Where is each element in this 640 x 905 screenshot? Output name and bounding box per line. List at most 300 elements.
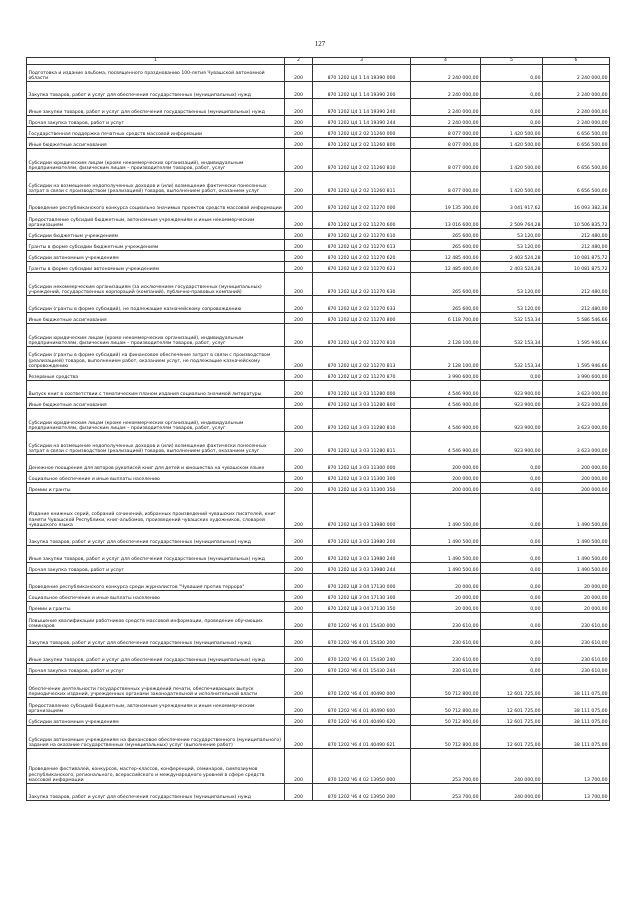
row-kbk: 870 1202 Ц8 3 04 17130 350 [313,602,411,613]
row-amount-plan: 2 240 000,00 [411,82,481,99]
row-kbk: 870 1202 Ч6 4 01 15430 200 [313,630,411,647]
row-amount-plan: 20 000,00 [411,574,481,591]
row-name: Иные закупки товаров, работ и услуг для обеспечения государственных (муниципальных) нужд [27,99,285,116]
row-kbk: 870 1202 Ц4 2 02 11260 811 [313,172,411,195]
row-kbk: 870 1202 Ц4 3 03 13980 000 [313,494,411,529]
row-amount-remaining: 1 490 500,00 [543,494,610,529]
row-amount-plan: 253 700,00 [411,749,481,784]
row-amount-plan: 2 128 100,00 [411,324,481,347]
row-name: Субсидии на возмещение недополученных доходов и (или) возмещение фактически понесенных затрат в связи с производством (реализацией) товаров, выполнением работ, оказанием услуг [27,432,285,455]
row-code: 200 [285,591,313,602]
table-row [27,240,610,251]
row-code: 200 [285,172,313,195]
row-amount-executed: 0,00 [481,65,543,82]
row-amount-remaining: 230 610,00 [543,647,610,664]
row-amount-remaining: 2 240 000,00 [543,116,610,127]
row-name: Социальное обеспечение и иные выплаты населению [27,472,285,483]
row-name: Иные закупки товаров, работ и услуг для обеспечения государственных (муниципальных) нужд [27,647,285,664]
row-name: Закупка товаров, работ и услуг для обеспечения государственных (муниципальных) нужд [27,784,285,801]
row-amount-remaining: 6 656 500,00 [543,138,610,149]
row-amount-remaining: 10 081 875,72 [543,251,610,262]
row-kbk: 870 1202 Ц4 2 02 11270 870 [313,370,411,381]
table-row [27,726,610,749]
row-amount-executed: 2 403 524,28 [481,262,543,273]
row-name: Повышение квалификации работников средств массовой информации, проведение обучающих семинаров [27,613,285,630]
row-code: 200 [285,726,313,749]
row-name: Субсидии юридическим лицам (кроме некоммерческих организаций), индивидуальным предпринимателям, физическим лицам – производителям товаров, работ, услуг [27,149,285,172]
row-amount-plan: 6 118 700,00 [411,313,481,324]
table-row [27,229,610,240]
table-row [27,262,610,273]
row-amount-plan: 50 712 800,00 [411,698,481,715]
row-name: Иные бюджетные ассигнования [27,398,285,409]
table-row [27,546,610,563]
row-name: Субсидии бюджетным учреждениям [27,229,285,240]
row-amount-plan: 3 990 600,00 [411,370,481,381]
row-amount-plan: 1 490 500,00 [411,494,481,529]
row-code: 200 [285,347,313,370]
row-amount-plan: 230 610,00 [411,647,481,664]
row-name: Иные закупки товаров, работ и услуг для обеспечения государственных (муниципальных) нужд [27,546,285,563]
row-amount-plan: 50 712 800,00 [411,726,481,749]
table-row [27,409,610,432]
row-amount-remaining: 200 000,00 [543,472,610,483]
row-kbk: 870 1202 Ч6 4 02 13950 000 [313,749,411,784]
row-kbk: 870 1202 Ч6 4 01 40490 600 [313,698,411,715]
row-amount-plan: 19 135 300,00 [411,195,481,212]
row-amount-plan: 8 077 000,00 [411,172,481,195]
row-code: 200 [285,251,313,262]
table-row [27,432,610,455]
row-name: Издание книжных серий, собраний сочинений, избранных произведений чувашских писателей, книг памяти Чувашской Республики, книг-альбомов, произведений чувашских художников, словарей чувашского языка [27,494,285,529]
table-row [27,324,610,347]
row-kbk: 870 1202 Ц4 2 02 11270 623 [313,262,411,273]
header-cell: 5 [481,58,543,65]
table-row [27,65,610,82]
row-kbk: 870 1202 Ц4 2 02 11270 620 [313,251,411,262]
row-amount-plan: 1 490 500,00 [411,563,481,574]
row-code: 200 [285,240,313,251]
row-amount-executed: 0,00 [481,591,543,602]
row-amount-executed: 0,00 [481,664,543,675]
row-kbk: 870 1202 Ц4 1 14 19390 244 [313,116,411,127]
row-amount-executed: 53 120,00 [481,273,543,296]
row-name: Подготовка и издание альбома, посвященного празднованию 100-летия Чувашской автономной области [27,65,285,82]
row-amount-remaining: 1 595 946,66 [543,324,610,347]
row-amount-executed: 2 403 524,28 [481,251,543,262]
row-code: 200 [285,432,313,455]
table-row [27,212,610,229]
row-kbk: 870 1202 Ч6 4 01 40490 000 [313,675,411,698]
row-amount-remaining: 3 990 600,00 [543,370,610,381]
row-code: 200 [285,127,313,138]
row-name: Прочая закупка товаров, работ и услуг [27,116,285,127]
row-amount-remaining: 16 093 382,38 [543,195,610,212]
row-amount-plan: 50 712 800,00 [411,675,481,698]
row-code: 200 [285,472,313,483]
row-code: 200 [285,99,313,116]
row-amount-remaining: 230 610,00 [543,613,610,630]
row-code: 200 [285,494,313,529]
row-code: 200 [285,212,313,229]
row-amount-executed: 1 420 500,00 [481,138,543,149]
row-code: 200 [285,65,313,82]
row-name: Закупка товаров, работ и услуг для обеспечения государственных (муниципальных) нужд [27,529,285,546]
row-code: 200 [285,398,313,409]
row-name: Предоставление субсидий бюджетным, автономным учреждениям и иным некоммерческим организациям [27,212,285,229]
row-amount-plan: 20 000,00 [411,591,481,602]
row-code: 200 [285,784,313,801]
row-amount-plan: 200 000,00 [411,472,481,483]
row-amount-plan: 230 610,00 [411,664,481,675]
row-amount-plan: 2 240 000,00 [411,65,481,82]
row-name: Проведение республиканского конкурса социально значимых проектов средств массовой информации [27,195,285,212]
row-amount-executed: 0,00 [481,613,543,630]
table-row [27,563,610,574]
row-code: 200 [285,675,313,698]
header-cell: 6 [543,58,610,65]
row-amount-plan: 265 600,00 [411,240,481,251]
row-amount-plan: 8 077 000,00 [411,127,481,138]
row-amount-plan: 8 077 000,00 [411,149,481,172]
row-name: Закупка товаров, работ и услуг для обеспечения государственных (муниципальных) нужд [27,630,285,647]
row-amount-remaining: 3 623 000,00 [543,381,610,398]
table-row [27,483,610,494]
row-name: Субсидии некоммерческим организациям (за исключением государственных (муниципальных) учреждений, государственных корпораций (компаний), публично-правовых компаний) [27,273,285,296]
row-amount-plan: 2 240 000,00 [411,116,481,127]
table-row [27,82,610,99]
table-row [27,99,610,116]
row-amount-remaining: 212 480,00 [543,240,610,251]
row-amount-plan: 230 610,00 [411,630,481,647]
row-amount-executed: 53 120,00 [481,296,543,313]
page-number: 127 [314,40,326,48]
row-kbk: 870 1202 Ч6 4 01 40490 620 [313,715,411,726]
row-name: Иные бюджетные ассигнования [27,313,285,324]
row-amount-executed: 0,00 [481,116,543,127]
row-name: Закупка товаров, работ и услуг для обеспечения государственных (муниципальных) нужд [27,82,285,99]
row-kbk: 870 1202 Ч6 4 01 15430 000 [313,613,411,630]
row-amount-executed: 532 153,34 [481,324,543,347]
row-kbk: 870 1202 Ц4 2 02 11270 800 [313,313,411,324]
row-name: Предоставление субсидий бюджетным, автономным учреждениям и иным некоммерческим организациям [27,698,285,715]
row-amount-remaining: 1 490 500,00 [543,529,610,546]
row-name: Резервные средства [27,370,285,381]
row-amount-plan: 8 077 000,00 [411,138,481,149]
row-amount-plan: 12 485 400,00 [411,262,481,273]
row-amount-executed: 0,00 [481,574,543,591]
row-amount-remaining: 3 623 000,00 [543,432,610,455]
row-kbk: 870 1202 Ч6 4 01 40490 621 [313,726,411,749]
row-amount-executed: 0,00 [481,546,543,563]
table-row [27,251,610,262]
row-kbk: 870 1202 Ц4 2 02 11270 630 [313,273,411,296]
row-amount-remaining: 230 610,00 [543,664,610,675]
row-amount-remaining: 5 586 546,66 [543,313,610,324]
table-row [27,664,610,675]
row-name: Премии и гранты [27,483,285,494]
table-row [27,529,610,546]
row-name: Субсидии юридическим лицам (кроме некоммерческих организаций), индивидуальным предпринимателям, физическим лицам – производителям товаров, работ, услуг [27,409,285,432]
row-amount-plan: 1 490 500,00 [411,546,481,563]
row-amount-remaining: 1 490 500,00 [543,546,610,563]
row-code: 200 [285,409,313,432]
row-amount-executed: 1 420 500,00 [481,172,543,195]
row-code: 200 [285,698,313,715]
table-row [27,749,610,784]
table-header-row [27,58,610,65]
row-kbk: 870 1202 Ц4 3 03 11280 000 [313,381,411,398]
row-kbk: 870 1202 Ц8 3 04 17130 300 [313,591,411,602]
row-amount-remaining: 200 000,00 [543,455,610,472]
row-code: 200 [285,647,313,664]
row-name: Гранты в форме субсидии бюджетным учреждениям [27,240,285,251]
row-name: Субсидии на возмещение недополученных доходов и (или) возмещение фактически понесенных затрат в связи с производством (реализацией) товаров, выполнением работ, оказанием услуг [27,172,285,195]
row-code: 200 [285,195,313,212]
row-kbk: 870 1202 Ц4 3 03 11280 811 [313,432,411,455]
row-kbk: 870 1202 Ц4 2 02 11270 000 [313,195,411,212]
row-kbk: 870 1202 Ц4 1 14 19390 200 [313,82,411,99]
row-amount-executed: 1 420 500,00 [481,127,543,138]
row-amount-plan: 4 546 900,00 [411,398,481,409]
row-amount-executed: 12 601 725,00 [481,698,543,715]
row-kbk: 870 1202 Ц4 3 03 13980 244 [313,563,411,574]
row-code: 200 [285,563,313,574]
row-amount-plan: 4 546 900,00 [411,432,481,455]
table-row [27,455,610,472]
row-amount-plan: 265 600,00 [411,229,481,240]
row-amount-remaining: 212 480,00 [543,273,610,296]
row-name: Субсидии (гранты в форме субсидий) на финансовое обеспечение затрат в связи с производством (реализацией) товаров, выполнением работ, оказанием услуг, не подлежащие казначейскому сопровождению [27,347,285,370]
row-amount-remaining: 2 240 000,00 [543,82,610,99]
row-name: Премии и гранты [27,602,285,613]
row-kbk: 870 1202 Ц4 1 14 19390 000 [313,65,411,82]
row-amount-plan: 12 485 400,00 [411,251,481,262]
row-kbk: 870 1202 Ц4 2 02 11270 610 [313,229,411,240]
row-kbk: 870 1202 Ц4 3 03 13980 200 [313,529,411,546]
row-amount-remaining: 6 656 500,00 [543,127,610,138]
table-row [27,591,610,602]
table-row [27,172,610,195]
row-amount-remaining: 2 240 000,00 [543,65,610,82]
table-row [27,313,610,324]
row-amount-remaining: 230 610,00 [543,630,610,647]
row-amount-plan: 230 610,00 [411,613,481,630]
row-amount-plan: 4 546 900,00 [411,409,481,432]
row-code: 200 [285,529,313,546]
row-amount-remaining: 6 656 500,00 [543,149,610,172]
table-row [27,149,610,172]
header-cell: 3 [313,58,411,65]
table-row [27,613,610,630]
row-amount-remaining: 13 700,00 [543,749,610,784]
table-row [27,370,610,381]
row-amount-remaining: 3 623 000,00 [543,398,610,409]
row-kbk: 870 1202 Ц4 1 14 19390 240 [313,99,411,116]
row-amount-remaining: 3 623 000,00 [543,409,610,432]
row-amount-executed: 1 420 500,00 [481,149,543,172]
row-amount-plan: 20 000,00 [411,602,481,613]
row-amount-executed: 0,00 [481,494,543,529]
row-code: 200 [285,381,313,398]
row-amount-executed: 0,00 [481,630,543,647]
row-amount-remaining: 38 111 075,00 [543,675,610,698]
row-amount-remaining: 2 240 000,00 [543,99,610,116]
table-row [27,127,610,138]
row-kbk: 870 1202 Ц4 2 02 11270 600 [313,212,411,229]
table-row [27,574,610,591]
table-row [27,630,610,647]
row-kbk: 870 1202 Ц4 3 03 11280 810 [313,409,411,432]
row-kbk: 870 1202 Ц4 3 03 11300 300 [313,472,411,483]
row-kbk: 870 1202 Ц4 2 02 11260 810 [313,149,411,172]
table-row [27,398,610,409]
row-code: 200 [285,313,313,324]
table-row [27,381,610,398]
row-amount-executed: 240 000,00 [481,749,543,784]
row-amount-plan: 4 546 900,00 [411,381,481,398]
row-amount-plan: 1 490 500,00 [411,529,481,546]
row-amount-executed: 0,00 [481,483,543,494]
row-code: 200 [285,324,313,347]
row-amount-remaining: 1 490 500,00 [543,563,610,574]
row-code: 200 [285,273,313,296]
row-amount-executed: 240 000,00 [481,784,543,801]
row-kbk: 870 1202 Ц4 2 02 11260 800 [313,138,411,149]
row-amount-executed: 923 900,00 [481,432,543,455]
row-amount-plan: 2 128 100,00 [411,347,481,370]
row-amount-executed: 0,00 [481,370,543,381]
row-code: 200 [285,602,313,613]
row-amount-remaining: 10 506 835,72 [543,212,610,229]
row-amount-executed: 53 120,00 [481,229,543,240]
row-code: 200 [285,296,313,313]
row-code: 200 [285,229,313,240]
header-cell: 2 [285,58,313,65]
row-amount-executed: 0,00 [481,455,543,472]
row-amount-executed: 3 041 917,62 [481,195,543,212]
row-code: 200 [285,82,313,99]
row-kbk: 870 1202 Ц4 2 02 11270 810 [313,324,411,347]
row-kbk: 870 1202 Ц4 3 03 11280 800 [313,398,411,409]
row-amount-plan: 265 600,00 [411,296,481,313]
row-amount-plan: 265 600,00 [411,273,481,296]
row-amount-plan: 200 000,00 [411,455,481,472]
row-kbk: 870 1202 Ч6 4 02 13950 200 [313,784,411,801]
row-amount-executed: 0,00 [481,647,543,664]
row-amount-plan: 253 700,00 [411,784,481,801]
row-name: Прочая закупка товаров, работ и услуг [27,664,285,675]
row-name: Обеспечение деятельности государственных учреждений печати, обеспечивающих выпуск периодических изданий, учрежденных органами законодательной и исполнительной власти [27,675,285,698]
table-row [27,647,610,664]
row-kbk: 870 1202 Ц4 3 03 11300 350 [313,483,411,494]
row-amount-remaining: 20 000,00 [543,602,610,613]
table-row [27,347,610,370]
row-amount-remaining: 10 081 875,72 [543,262,610,273]
row-amount-plan: 50 712 800,00 [411,715,481,726]
row-amount-remaining: 13 700,00 [543,784,610,801]
row-code: 200 [285,546,313,563]
row-amount-remaining: 38 111 075,00 [543,698,610,715]
row-name: Субсидии (гранты в форме субсидий), не подлежащие казначейскому сопровождению [27,296,285,313]
row-kbk: 870 1202 Ц4 2 02 11270 813 [313,347,411,370]
row-name: Проведение фестивалей, конкурсов, мастер-классов, конференций, семинаров, симпозиумов республиканского, регионального, всероссийского и международного уровней в сфере средств массовой информации [27,749,285,784]
header-cell: 4 [411,58,481,65]
row-kbk: 870 1202 Ц4 2 02 11270 613 [313,240,411,251]
row-amount-executed: 0,00 [481,82,543,99]
row-amount-plan: 200 000,00 [411,483,481,494]
row-amount-executed: 0,00 [481,602,543,613]
row-amount-executed: 0,00 [481,563,543,574]
row-kbk: 870 1202 Ц4 2 02 11260 000 [313,127,411,138]
row-amount-executed: 12 601 725,00 [481,675,543,698]
row-code: 200 [285,455,313,472]
row-amount-executed: 53 120,00 [481,240,543,251]
row-kbk: 870 1202 Ц4 3 03 13980 240 [313,546,411,563]
row-amount-remaining: 38 111 075,00 [543,715,610,726]
row-code: 200 [285,630,313,647]
row-name: Субсидии юридическим лицам (кроме некоммерческих организаций), индивидуальным предпринимателям, физическим лицам – производителям товаров, работ, услуг [27,324,285,347]
row-amount-remaining: 20 000,00 [543,574,610,591]
table-row [27,296,610,313]
row-amount-executed: 0,00 [481,529,543,546]
row-amount-remaining: 1 595 946,66 [543,347,610,370]
table-row [27,472,610,483]
budget-table [26,57,610,801]
row-amount-executed: 12 601 725,00 [481,726,543,749]
row-amount-executed: 923 900,00 [481,409,543,432]
row-amount-executed: 0,00 [481,99,543,116]
row-kbk: 870 1202 Ч6 4 01 15430 244 [313,664,411,675]
row-code: 200 [285,483,313,494]
row-name: Субсидии автономным учреждениям на финансовое обеспечение государственного (муниципального) задания на оказание государственных (муниципальных) услуг (выполнение работ) [27,726,285,749]
row-kbk: 870 1202 Ц8 3 04 17130 000 [313,574,411,591]
row-amount-executed: 532 153,34 [481,313,543,324]
row-amount-remaining: 212 480,00 [543,296,610,313]
row-name: Денежное поощрение для авторов рукописей книг для детей и юношества на чувашском языке [27,455,285,472]
row-amount-executed: 0,00 [481,472,543,483]
row-amount-remaining: 212 480,00 [543,229,610,240]
row-amount-remaining: 38 111 075,00 [543,726,610,749]
row-amount-remaining: 6 656 500,00 [543,172,610,195]
table-row [27,715,610,726]
row-amount-executed: 12 601 725,00 [481,715,543,726]
row-code: 200 [285,664,313,675]
row-amount-plan: 2 240 000,00 [411,99,481,116]
header-cell: 1 [27,58,285,65]
row-code: 200 [285,116,313,127]
table-row [27,273,610,296]
row-amount-executed: 923 900,00 [481,398,543,409]
row-code: 200 [285,149,313,172]
row-code: 200 [285,613,313,630]
row-name: Гранты в форме субсидии автономным учреждениям [27,262,285,273]
row-kbk: 870 1202 Ц4 3 03 11300 000 [313,455,411,472]
row-name: Социальное обеспечение и иные выплаты населению [27,591,285,602]
row-code: 200 [285,138,313,149]
row-code: 200 [285,715,313,726]
table-row [27,138,610,149]
table-row [27,784,610,801]
table-row [27,494,610,529]
row-amount-executed: 923 900,00 [481,381,543,398]
row-name: Иные бюджетные ассигнования [27,138,285,149]
row-name: Выпуск книг в соответствии с тематическим планом издания социально значимой литературы [27,381,285,398]
row-name: Государственная поддержка печатных средств массовой информации [27,127,285,138]
row-code: 200 [285,749,313,784]
table-row [27,195,610,212]
row-amount-remaining: 20 000,00 [543,591,610,602]
